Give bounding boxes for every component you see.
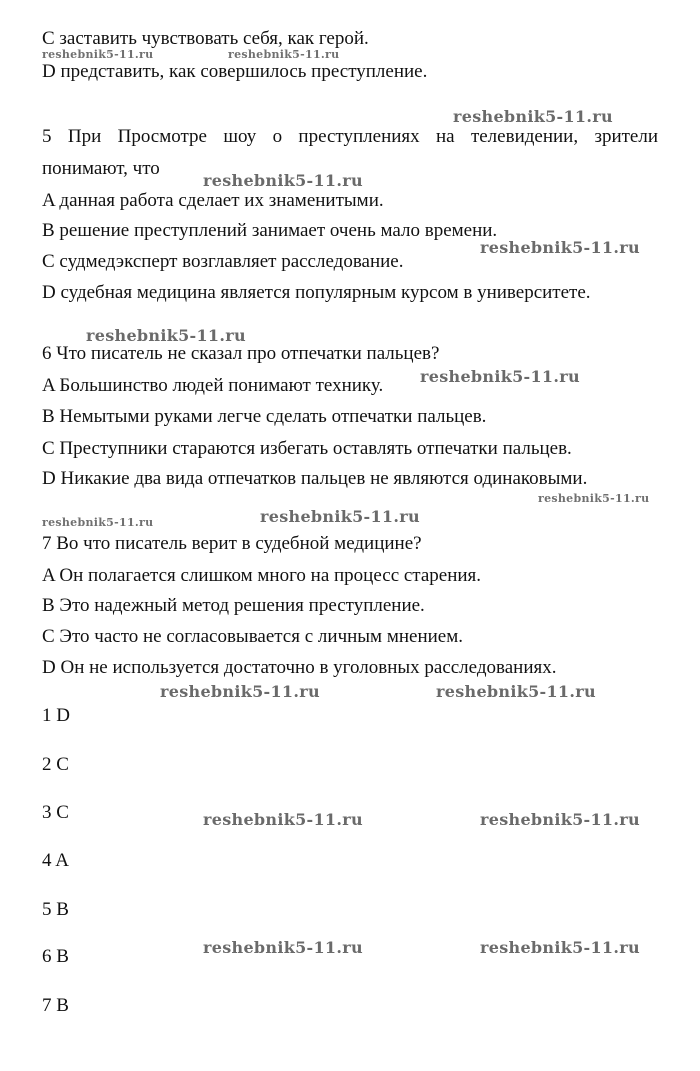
answer-7: 7 B [42,995,69,1016]
watermark: reshebnik5-11.ru [436,682,596,701]
option-7a: A Он полагается слишком много на процесс старения. [42,565,482,586]
answer-4: 4 A [42,850,69,871]
watermark: reshebnik5-11.ru [480,938,640,957]
watermark: reshebnik5-11.ru [480,238,640,257]
option-7d: D Он не используется достаточно в уголовных расследованиях. [42,657,557,678]
option-7b: B Это надежный метод решения преступление. [42,595,425,616]
option-5d: D судебная медицина является популярным курсом в университете. [42,282,591,303]
option-6c: C Преступники стараются избегать оставлять отпечатки пальцев. [42,438,572,459]
watermark: reshebnik5-11.ru [228,48,340,61]
answer-5: 5 B [42,899,69,920]
option-6a: A Большинство людей понимают технику. [42,375,384,396]
option-5c: C судмедэксперт возглавляет расследование. [42,251,404,272]
answer-3: 3 C [42,802,69,823]
question-6: 6 Что писатель не сказал про отпечатки пальцев? [42,343,440,364]
watermark: reshebnik5-11.ru [86,326,246,345]
watermark: reshebnik5-11.ru [42,48,154,61]
answer-1: 1 D [42,705,70,726]
watermark: reshebnik5-11.ru [203,810,363,829]
watermark: reshebnik5-11.ru [260,507,420,526]
watermark: reshebnik5-11.ru [538,492,650,505]
answer-2: 2 C [42,754,69,775]
option-4d-prev: D представить, как совершилось преступление. [42,61,428,82]
watermark: reshebnik5-11.ru [160,682,320,701]
question-5-line2: понимают, что [42,158,160,179]
watermark: reshebnik5-11.ru [453,107,613,126]
option-5c-prev: C заставить чувствовать себя, как герой. [42,28,369,49]
watermark: reshebnik5-11.ru [203,938,363,957]
watermark: reshebnik5-11.ru [420,367,580,386]
option-5b: B решение преступлений занимает очень мало времени. [42,220,498,241]
question-5-line1: 5 При Просмотре шоу о преступлениях на телевидении, зрители [42,126,658,147]
answer-6: 6 B [42,946,69,967]
watermark: reshebnik5-11.ru [203,171,363,190]
option-6b: B Немытыми руками легче сделать отпечатки пальцев. [42,406,487,427]
watermark: reshebnik5-11.ru [42,516,154,529]
watermark: reshebnik5-11.ru [480,810,640,829]
question-7: 7 Во что писатель верит в судебной медицине? [42,533,422,554]
option-7c: C Это часто не согласовывается с личным мнением. [42,626,463,647]
option-5a: A данная работа сделает их знаменитыми. [42,190,384,211]
option-6d: D Никакие два вида отпечатков пальцев не являются одинаковыми. [42,468,588,489]
